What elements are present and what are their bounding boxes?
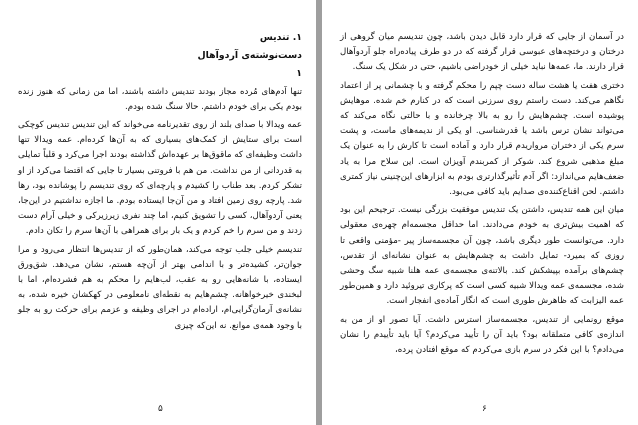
paragraph: عمه ویدالا با صدای بلند از روی تقدیرنامه می‌خواند که این تندیس تندیس کوچکی است برای ستایش از کمک‌های بسیاری که به آن‌ها کرده‌ام. عمه ویدالا تنها داشت وظیفه‌ای که ماقوق‌ها بر عهده‌اش گذاشته بودند اجرا می‌کرد و قلباً تمایلی به قدردانی از من نداشت. من هم با فروتنی بسیار تا جایی که اقتضا می‌کرد از او تشکر کردم. بعد طناب را کشیدم و پارچه‌ای که روی تندیسم را پوشانده بود، رها شد. پارچه روی زمین افتاد و من آن‌جا ایستاده بودم. ما اجازه نداشتیم در این‌جا، یعنی آردوآهال، کسی را تشویق کنیم، اما چند نفری زیرزیرکی و خیلی آرام دست زدند و من سرم را خم کردم و یک بار برای همراهی با آن‌ها سرم را تکان دادم. xyxy=(18,120,302,237)
paragraph: در آسمان از جایی که قرار دارد قابل دیدن باشد، چون تندیسم میان گروهی از درختان و درختچه‌های عبوسی قرار گرفته که در دو طرف پیاده‌راه جلو آردوآهال قرار دارند. ما، عمه‌ها نباید خیلی از خودراضی باشیم، حتی در شکل یک سنگ. xyxy=(340,32,624,73)
right-page-content xyxy=(340,30,624,361)
left-page-content xyxy=(18,30,302,337)
left-page xyxy=(0,0,316,425)
paragraph: میان این همه تندیس، داشتن یک تندیس موفقیت بزرگی نیست. ترجیحم این بود که اهمیت بیش‌تری به خودم می‌دادند. اما حداقل مجسمه‌ام چهره‌ی معقولی دارد. می‌توانست طور دیگری باشد، چون آن مجسمه‌ساز پیر -مؤمنی واقعی تا روزی که بمیرد- تمایل داشت به چشم‌هایش به عنوان نشانه‌ای از تقدس، چشم‌های برآمده بپیشکش کند. بالاتنه‌ی مجسمه‌ی عمه هلنا شبیه سگ وحشی شده، مجسمه‌ی عمه ویدالا شبیه کسی است که پرکاری تیروئید دارد و همین‌طور عمه الیزابت که ظاهرش طوری است که انگار آماده‌ی انفجار است. xyxy=(340,205,624,307)
section-number: ۱ xyxy=(296,68,302,80)
paragraph: تندیسم خیلی جلب توجه می‌کند، همان‌طور که از تندیس‌ها انتظار می‌رود و مرا جوان‌تر، کشیده‌تر و با اندامی بهتر از آن‌چه هستم، نشان می‌دهد. شق‌ورق ایستاده، با شانه‌هایی رو به عقب، لب‌هایم را محکم به هم فشرده‌ام، اما با لبخندی خیرخواهانه. چشم‌هایم به نقطه‌ای نامعلومی در کهکشان خیره شده، به نشانه‌ی آرمان‌گرایی‌ام، اراده‌ام در اجرای وظیفه و عزمم برای حرکت رو به جلو با وجود همه‌ی موانع. نه این‌که چیزی xyxy=(18,244,302,331)
paragraph: دختری هفت یا هشت ساله دست چپم را محکم گرفته و با چشمانی پر از اعتماد نگاهم می‌کند. دست راستم روی سرزنی است که در کنارم خم شده. موهایش پوشیده است. چشم‌هایش را رو به بالا چرخانده و با حالتی نگاه می‌کند که می‌تواند نشان ترس باشد یا قدرشناسی. او یکی از ندیمه‌های ماست، و پشت سرم یکی از دختران مرواریدم قرار دارد و آماده است تا کارش را به عنوان یک مبلغ مذهبی شروع کند. شوکر از کمربندم آویزان است. این سلاح مرا به یاد ضعف‌هایم می‌اندازد: اگر آدم تأثیرگذارتری بودم به ابزارهای این‌چنینی نیاز کمتری داشتم. لحن اقناع‌کننده‌ی صدایم باید کافی می‌بود. xyxy=(340,80,624,198)
page-number: ۵ xyxy=(158,404,163,414)
chapter-title: ۱. تندیس xyxy=(259,32,302,43)
paragraph: موقع رونمایی از تندیس، مجسمه‌ساز استرس داشت. آیا تصور او از من به اندازه‌ی کافی متملقانه بود؟ باید آن را تأیید می‌کردم؟ آیا باید تأییدم را نشان می‌دادم؟ با این فکر در سرم بازی می‌کردم که موقع افتادن پرده، xyxy=(340,314,624,356)
paragraph: تنها آدم‌های مُرده مجاز بودند تندیس داشته باشند، اما من زمانی که هنوز زنده بودم یکی برای خودم داشتم. حالا سنگ شده بودم. xyxy=(18,86,302,112)
right-page xyxy=(322,0,638,425)
page-number: ۶ xyxy=(482,404,487,414)
chapter-subtitle: دست‌نوشته‌ی آردوآهال xyxy=(197,50,302,62)
